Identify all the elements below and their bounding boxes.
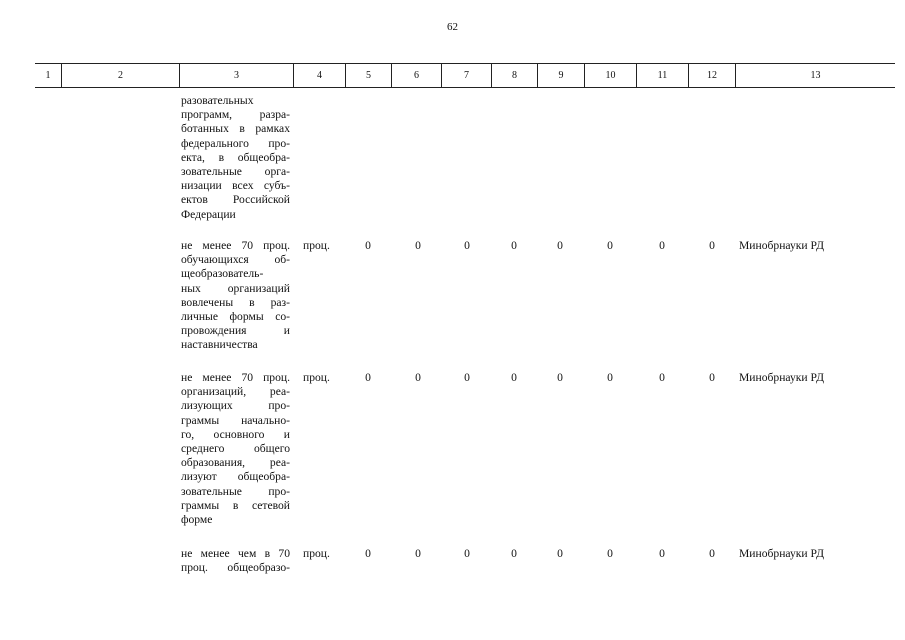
value-cell: 0	[557, 547, 563, 560]
description-line: ектов Российской	[181, 193, 290, 207]
description-line: граммы в сетевой	[181, 498, 290, 512]
description-line: программ, разра-	[181, 108, 290, 122]
responsible-authority: Минобрнауки РД	[739, 371, 824, 384]
column-header: 6	[391, 64, 441, 87]
description-line: не менее 70 проц.	[181, 239, 290, 252]
column-header: 13	[735, 64, 895, 87]
value-cell: 0	[709, 547, 715, 560]
value-cell: 0	[607, 547, 613, 560]
description-line: образования, реа-	[181, 456, 290, 470]
description-line: зовательные про-	[181, 484, 290, 498]
description-line: лизующих про-	[181, 399, 290, 413]
description-line: организаций, реа-	[181, 385, 290, 399]
description-line: провождения и	[181, 324, 290, 338]
value-cell: 0	[415, 547, 421, 560]
unit-of-measure: проц.	[303, 547, 330, 560]
description-line: лизуют общеобра-	[181, 470, 290, 484]
column-header: 9	[537, 64, 584, 87]
column-header: 11	[636, 64, 688, 87]
value-cell: 0	[709, 239, 715, 252]
description-line: вовлечены в раз-	[181, 295, 290, 309]
value-cell: 0	[709, 371, 715, 384]
column-header: 1	[45, 70, 51, 81]
description-line: ных организаций	[181, 281, 290, 295]
description-line: граммы начально-	[181, 413, 290, 427]
description-line: зовательные орга-	[181, 165, 290, 179]
value-cell: 0	[415, 371, 421, 384]
column-header: 7	[441, 64, 491, 87]
column-header: 10	[584, 64, 636, 87]
value-cell: 0	[659, 239, 665, 252]
description-line: федерального про-	[181, 136, 290, 150]
description-line: низации всех субъ-	[181, 179, 290, 193]
unit-of-measure: проц.	[303, 371, 330, 384]
column-header: 3	[179, 64, 293, 87]
table-header-row	[35, 63, 895, 88]
value-cell: 0	[659, 371, 665, 384]
value-cell: 0	[415, 239, 421, 252]
value-cell: 0	[557, 239, 563, 252]
indicator-description	[181, 94, 290, 222]
value-cell: 0	[464, 371, 470, 384]
description-line: разовательных	[181, 94, 254, 107]
value-cell: 0	[464, 547, 470, 560]
column-header: 4	[293, 64, 345, 87]
unit-of-measure: проц.	[303, 239, 330, 252]
value-cell: 0	[607, 239, 613, 252]
responsible-authority: Минобрнауки РД	[739, 239, 824, 252]
indicator-description	[181, 239, 290, 353]
value-cell: 0	[511, 239, 517, 252]
description-line: личные формы со-	[181, 310, 290, 324]
description-line: обучающихся об-	[181, 253, 290, 267]
responsible-authority: Минобрнауки РД	[739, 547, 824, 560]
description-line: наставничества	[181, 338, 258, 352]
column-header: 12	[688, 64, 735, 87]
value-cell: 0	[511, 371, 517, 384]
value-cell: 0	[659, 547, 665, 560]
value-cell: 0	[511, 547, 517, 560]
description-line: ботанных в рамках	[181, 122, 290, 136]
description-line: форме	[181, 513, 213, 527]
column-header: 5	[345, 64, 391, 87]
description-line: Федерации	[181, 207, 236, 221]
value-cell: 0	[557, 371, 563, 384]
indicator-description	[181, 371, 290, 527]
column-header: 2	[61, 64, 179, 87]
value-cell: 0	[365, 239, 371, 252]
column-header: 8	[491, 64, 537, 87]
value-cell: 0	[607, 371, 613, 384]
description-line: не менее чем в 70	[181, 547, 290, 560]
description-line: не менее 70 проц.	[181, 371, 290, 384]
value-cell: 0	[365, 371, 371, 384]
description-line: проц. общеобразо-	[181, 561, 290, 575]
description-line: среднего общего	[181, 442, 290, 456]
value-cell: 0	[365, 547, 371, 560]
description-line: го, основного и	[181, 427, 290, 441]
value-cell: 0	[464, 239, 470, 252]
indicator-description	[181, 547, 290, 575]
description-line: екта, в общеобра-	[181, 150, 290, 164]
description-line: щеобразователь-	[181, 267, 264, 281]
page-number: 62	[447, 21, 458, 33]
